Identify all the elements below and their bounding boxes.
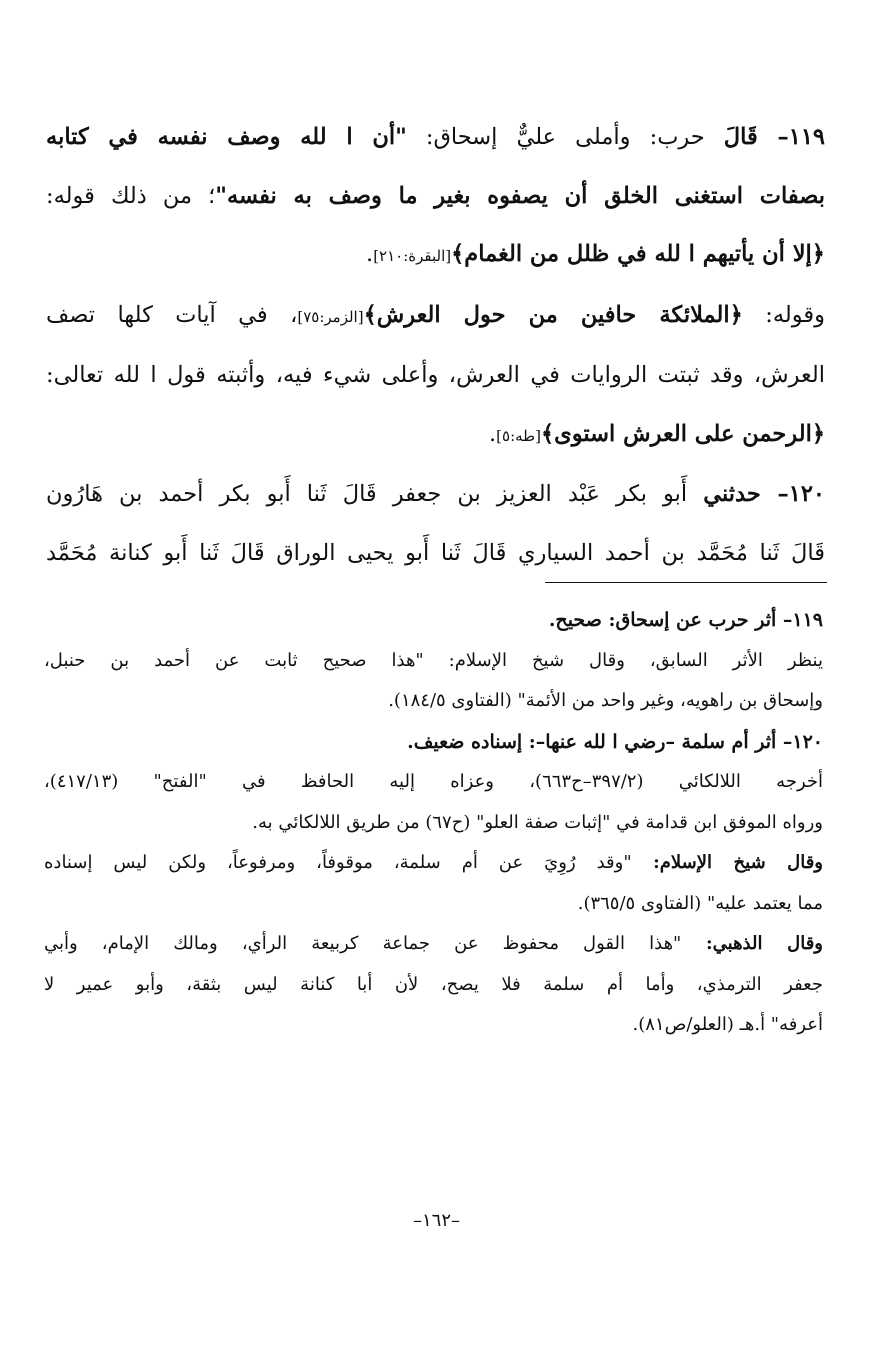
verse-reference: [البقرة:٢١٠] [373, 247, 452, 265]
footnote-line [44, 924, 823, 965]
quran-verse: ﴿الرحمن على العرش استوى﴾ [540, 420, 825, 447]
quran-verse: ﴿الملائكة حافين من حول العرش﴾ [363, 301, 743, 328]
text-segment: حرب: وأملى عليٌّ إسحاق: [406, 124, 705, 150]
quoted-text: بصفات استغنى الخلق أن يصفوه بغير ما وصف به نفسه" [215, 182, 825, 209]
page-number: –١٦٢– [412, 1210, 460, 1231]
entry-number-120: ١٢٠– حدثني [703, 481, 825, 507]
entry-number-119: ١١٩– قَالَ [723, 124, 826, 150]
verse-reference: [طه:٥] [496, 426, 541, 445]
quote-text: "هذا القول محفوظ عن جماعة كربيعة الرأي، ومالك الإمام، وأبي [44, 933, 682, 954]
footnote-line: وإسحاق بن راهويه، وغير واحد من الأئمة" (الفتاوى ١٨٤/٥). [388, 690, 823, 711]
speaker-label: وقال شيخ الإسلام: [631, 852, 824, 873]
punctuation: . [366, 241, 374, 267]
text-line-2 [46, 167, 825, 226]
text-line-8: قَالَ ثَنا مُحَمَّد بن أحمد السياري قَالَ ثَنا أَبو يحيى الوراق قَالَ ثَنا أَبو كنانة مُحَمَّد [46, 539, 825, 566]
footnote-line: جعفر الترمذي، وأما أم سلمة فلا يصح، لأن أبا كنانة ليس بثقة، وأبو عمير لا [44, 973, 823, 995]
footnotes [44, 600, 823, 1046]
text-line-7 [46, 465, 825, 524]
quoted-text: "أن ا لله وصف نفسه في كتابه [46, 124, 407, 150]
footnote-line: ينظر الأثر السابق، وقال شيخ الإسلام: "هذا صحيح ثابت عن أحمد بن حنبل، [44, 649, 823, 671]
text-line-4 [46, 286, 825, 347]
text-segment: ؛ من ذلك قوله: [46, 182, 216, 209]
punctuation: . [489, 420, 497, 447]
text-segment: ، في آيات كلها تصف [46, 301, 298, 328]
footnote-119-heading: ١١٩– أثر حرب عن إسحاق: صحيح. [548, 609, 823, 631]
speaker-label: وقال الذهبي: [681, 933, 823, 954]
text-line-5: العرش، وقد ثبتت الروايات في العرش، وأعلى شيء فيه، وأثبته قول ا لله تعالى: [46, 362, 825, 388]
footnote-line: أعرفه" أ.هـ (العلو/ص٨١). [632, 1014, 823, 1035]
text-line-6 [46, 405, 825, 466]
footnote-line: مما يعتمد عليه" (الفتاوى ٣٦٥/٥). [577, 892, 823, 914]
text-line-3 [46, 225, 825, 286]
main-text [46, 108, 825, 582]
text-segment: أَبو بكر عَبْد العزيز بن جعفر قَالَ ثَنا أَبو بكر أحمد بن هَارُون [46, 481, 704, 507]
footnote-line: أخرجه اللالكائي (٣٩٧/٢–ح٦٦٣)، وعزاه إليه الحافظ في "الفتح" (٤١٧/١٣)، [44, 771, 824, 792]
text-segment: وقوله: [742, 301, 825, 328]
text-line-1 [46, 108, 825, 167]
footnote-line: ورواه الموفق ابن قدامة في "إثبات صفة العلو" (ح٦٧) من طريق اللالكائي به. [252, 811, 823, 833]
verse-reference: [الزمر:٧٥] [297, 307, 364, 326]
footnote-divider [545, 582, 827, 583]
quran-verse: ﴿إلا أن يأتيهم ا لله في ظلل من الغمام﴾ [451, 241, 825, 267]
footnote-line [44, 843, 823, 884]
footnote-120-heading: ١٢٠– أثر أم سلمة –رضي ا لله عنها–: إسناده ضعيف. [407, 730, 823, 753]
quote-text: "وقد رُوِيَ عن أم سلمة، موقوفاً، ومرفوعاً، ولكن ليس إسناده [44, 852, 632, 873]
